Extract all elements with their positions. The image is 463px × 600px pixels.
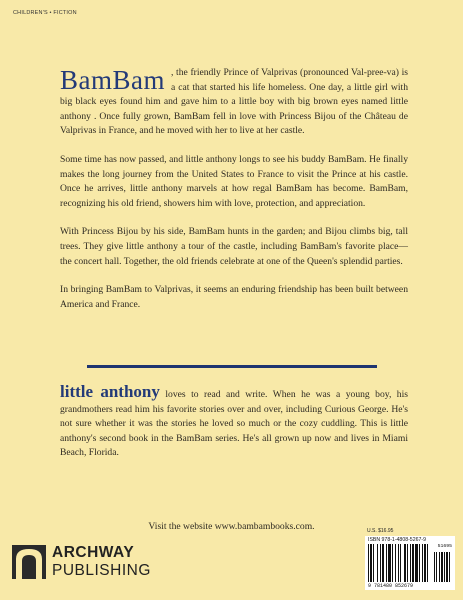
publisher-logo xyxy=(12,542,162,582)
divider-rule xyxy=(87,365,377,368)
barcode-area xyxy=(365,528,455,590)
blurb-paragraph-4: In bringing BamBam to Valprivas, it seems an enduring friendship has been built between America and France. xyxy=(60,284,408,310)
title-name: BamBam xyxy=(60,65,165,95)
publisher-name-line1: ARCHWAY xyxy=(52,544,135,561)
archway-arch-icon xyxy=(12,545,46,579)
blurb-paragraph-1 xyxy=(60,66,408,139)
barcode-box xyxy=(365,536,455,590)
author-bio-text: loves to read and write. When he was a young boy, his grandmothers read him his favorite stories over and over, including Curious George. He's not sure whether it was the stories he loved so much or the cozy cuddling. This is little anthony's second book in the BamBam series. He's all grown up now and lives in Miami Beach, Florida. xyxy=(60,389,409,459)
website-line: Visit the website www.bambambooks.com. xyxy=(148,521,315,532)
category-label: CHILDREN'S • FICTION xyxy=(13,10,77,16)
author-bio xyxy=(60,382,409,461)
barcode-bars xyxy=(368,544,452,582)
isbn-label: ISBN 978-1-4808-5267-9 xyxy=(368,537,426,543)
price-label: U.S. $16.95 xyxy=(367,528,394,534)
ean-digits: 9 781480 852679 xyxy=(368,583,414,589)
author-name: little anthony xyxy=(60,382,160,401)
blurb-paragraph-2: Some time has now passed, and little anthony longs to see his buddy BamBam. He finally makes the long journey from the United States to France to visit the Prince at his castle. Once he arrives, little anthony marvels at how regal BamBam has become. BamBam, recognizing his old friend, showers him with love, protection, and appreciation. xyxy=(60,153,408,209)
blurb-paragraph-1-text: , the friendly Prince of Valprivas (pronounced Val-pree-va) is a cat that started his life homeless. One day, a little girl with big black eyes found him and gave him to a little boy with big brown eyes named little anthony . Once fully grown, BamBam fell in love with Princess Bijou of the Château de Valprivas in France, and he moved with her to live at her castle. xyxy=(60,67,408,137)
addon-digits: 51695 xyxy=(437,544,452,549)
publisher-name-line2: PUBLISHING xyxy=(52,562,151,579)
blurb-paragraph-3: With Princess Bijou by his side, BamBam hunts in the garden; and Bijou climbs big, tall trees. They give little anthony a tour of the castle, including BamBam's favorite place—the concert hall. Together, the old friends celebrate at one of the Queen's splendid parties. xyxy=(60,226,408,267)
back-cover-blurb xyxy=(60,66,408,326)
